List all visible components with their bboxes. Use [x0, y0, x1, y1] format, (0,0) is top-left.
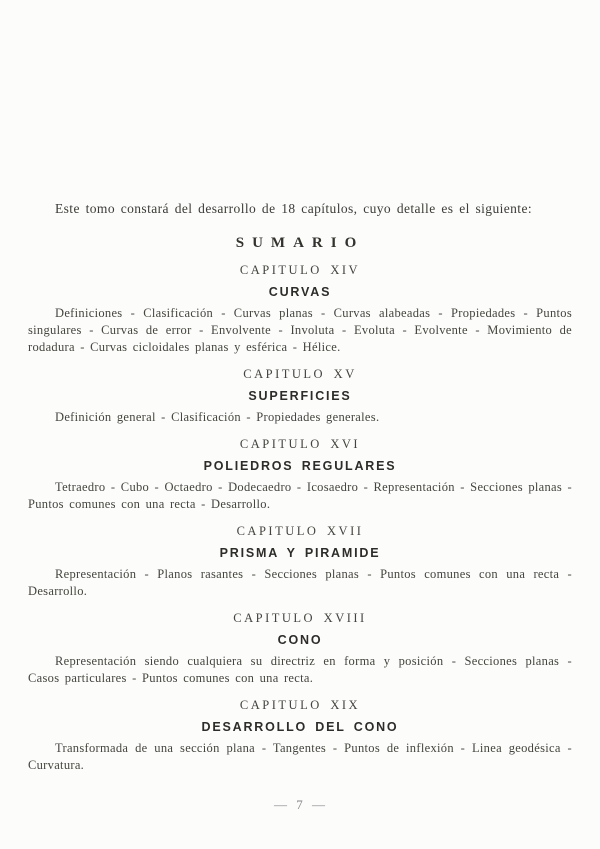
chapter-heading: CAPITULO XIV — [239, 263, 361, 277]
page-number: — 7 — — [274, 797, 326, 812]
chapter-title: POLIEDROS REGULARES — [203, 459, 397, 473]
chapter-heading: CAPITULO XV — [243, 367, 357, 381]
chapter-section-xvii — [28, 524, 572, 600]
chapter-section-xv — [28, 367, 572, 426]
chapter-section-xvi — [28, 437, 572, 513]
chapter-description: Tetraedro - Cubo - Octaedro - Dodecaedro - Icosaedro - Representación - Secciones planas - Puntos comunes con una recta - Desarrollo. — [28, 480, 572, 511]
chapter-title: PRISMA Y PIRAMIDE — [219, 546, 381, 560]
chapter-title: CONO — [277, 633, 323, 647]
chapter-description: Representación siendo cualquiera su directriz en forma y posición - Secciones planas - Casos particulares - Puntos comunes con una recta. — [28, 654, 572, 685]
chapter-description: Definición general - Clasificación - Propiedades generales. — [55, 410, 380, 424]
chapter-heading: CAPITULO XVII — [236, 524, 364, 538]
chapter-section-xix — [28, 698, 572, 774]
chapter-title: DESARROLLO DEL CONO — [201, 720, 399, 734]
summary-title: SUMARIO — [235, 235, 365, 251]
chapter-description: Transformada de una sección plana - Tangentes - Puntos de inflexión - Linea geodésica - Curvatura. — [28, 741, 572, 772]
chapter-heading: CAPITULO XIX — [239, 698, 361, 712]
chapter-title: CURVAS — [268, 285, 332, 299]
chapter-section-xiv — [28, 263, 572, 356]
chapter-heading: CAPITULO XVI — [239, 437, 361, 451]
intro-paragraph: Este tomo constará del desarrollo de 18 capítulos, cuyo detalle es el siguiente: — [55, 201, 532, 216]
chapter-title: SUPERFICIES — [248, 389, 352, 403]
chapter-description: Definiciones - Clasificación - Curvas planas - Curvas alabeadas - Propiedades - Puntos singulares - Curvas de error - Envolvente - Involuta - Evoluta - Evolvente - Movimiento de rodadura - Curvas cicloidales planas y esférica - Hélice. — [28, 306, 572, 354]
chapter-description: Representación - Planos rasantes - Secciones planas - Puntos comunes con una recta - Desarrollo. — [28, 567, 572, 598]
chapter-heading: CAPITULO XVIII — [233, 611, 367, 625]
chapter-section-xviii — [28, 611, 572, 687]
